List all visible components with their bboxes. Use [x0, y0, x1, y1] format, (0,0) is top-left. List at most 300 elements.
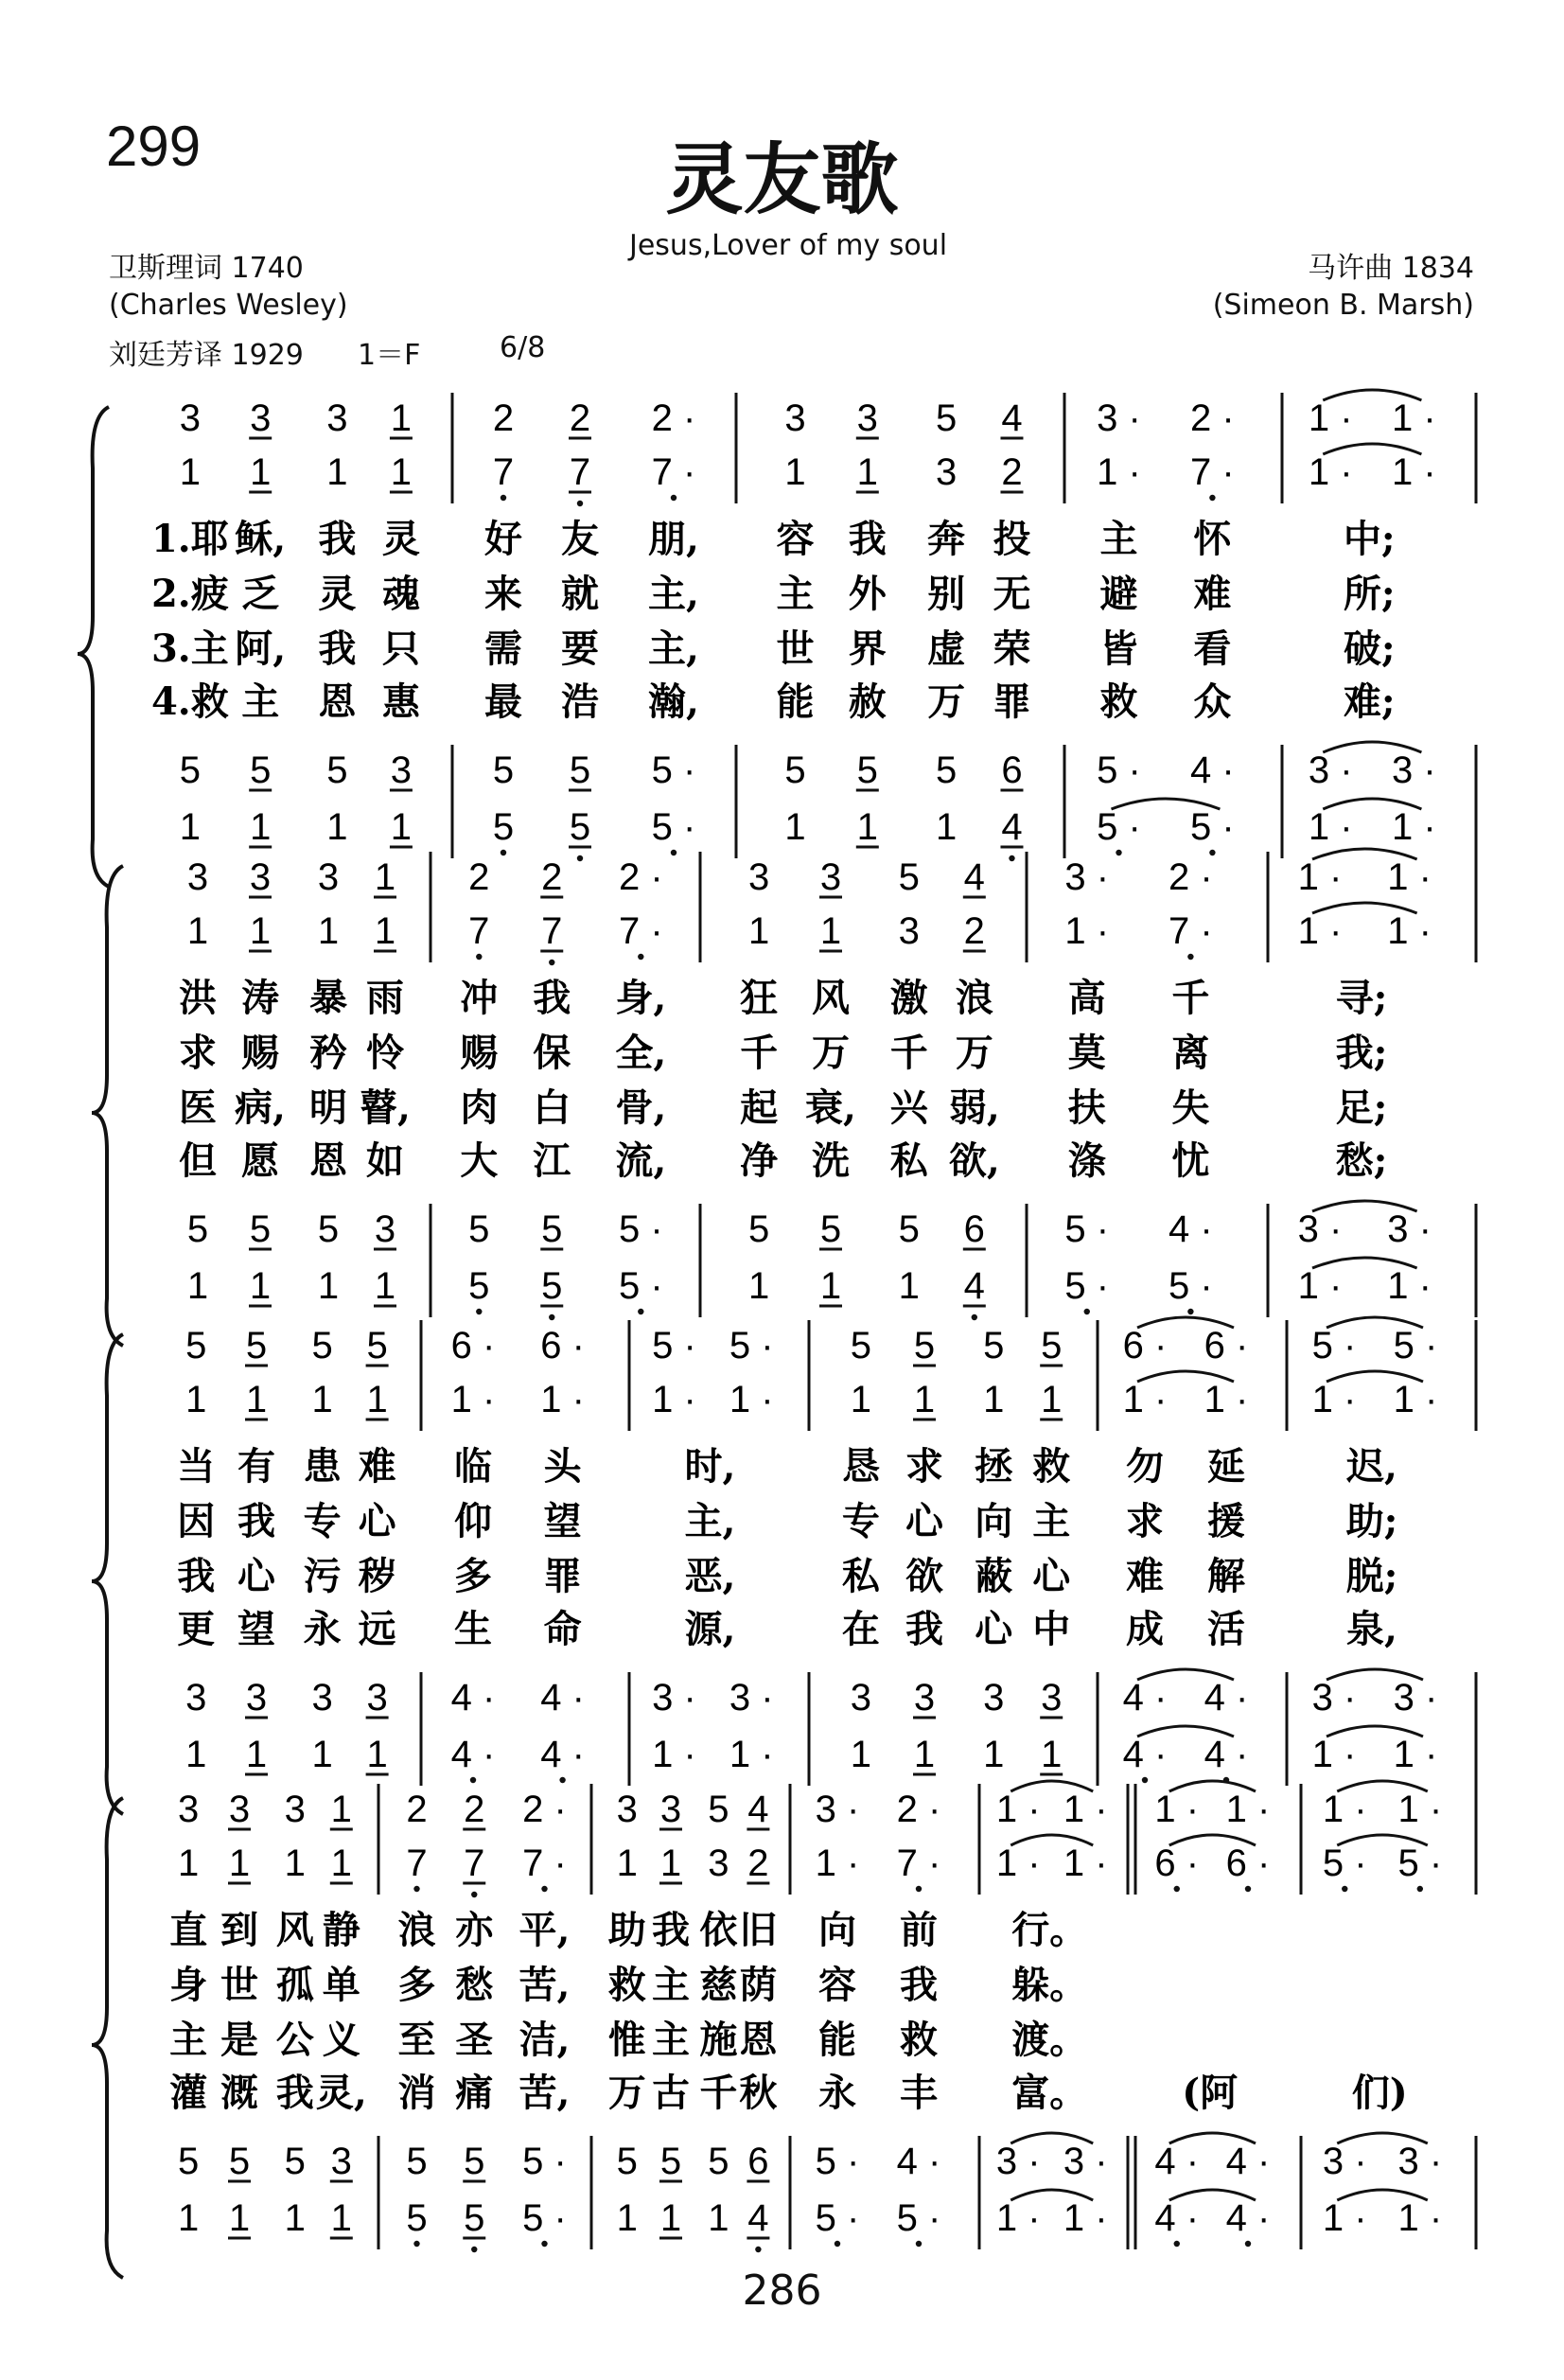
- lyric-syllable: 洪: [179, 976, 217, 1020]
- lyric-syllable: 心: [1032, 1554, 1071, 1598]
- lyric-syllable: 矜: [309, 1031, 347, 1075]
- note-s2: 1: [856, 451, 878, 493]
- low-octave-dot: [541, 2241, 547, 2247]
- lyric-syllable: 无: [993, 572, 1031, 616]
- lyric-syllable: 苦,: [518, 2071, 571, 2115]
- note-s2: 1 ·: [1311, 1379, 1357, 1420]
- lyric-syllable: 救: [1099, 679, 1138, 724]
- lyric-syllable: 古: [652, 2071, 690, 2115]
- low-octave-dot: [501, 850, 506, 855]
- note-s3: 3: [245, 1677, 268, 1719]
- lyric-syllable: 外: [848, 572, 887, 616]
- note-s2: 1: [390, 451, 413, 493]
- lyric-syllable: 寻;: [1335, 976, 1388, 1020]
- lyric-syllable: 主: [241, 679, 280, 724]
- note-s4: 5 ·: [1190, 806, 1235, 848]
- lyric-syllable: 最: [484, 679, 522, 724]
- note-s2: 7: [569, 451, 591, 493]
- note-s3: 5: [464, 2141, 485, 2182]
- lyric-syllable: 灵: [318, 572, 357, 616]
- note-s1: 1: [374, 856, 396, 898]
- note-s1: 3: [747, 856, 770, 898]
- lyric-syllable: 公: [275, 2018, 314, 2062]
- lyric-syllable: 我: [318, 517, 357, 561]
- lyric-syllable: 瞽,: [360, 1085, 411, 1130]
- lyric-syllable: 圣: [455, 2018, 494, 2062]
- lyric-syllable: 阿,: [235, 626, 287, 671]
- note-s4: 1: [616, 2197, 638, 2239]
- note-s2: 5 ·: [1397, 1842, 1443, 1884]
- low-octave-dot: [1245, 2241, 1251, 2247]
- lyric-syllable: 冲: [460, 976, 499, 1020]
- lyric-syllable: 主: [169, 2018, 208, 2062]
- lyric-syllable: 愁;: [1335, 1138, 1388, 1183]
- note-s3: 3 ·: [1392, 749, 1436, 791]
- note-s2: 6 ·: [1154, 1842, 1200, 1884]
- note-s4: 4: [1001, 806, 1023, 848]
- lyric-syllable: 专: [841, 1499, 880, 1543]
- lyric-syllable: 富。: [1011, 2071, 1088, 2115]
- low-octave-dot: [638, 954, 643, 960]
- lyric-syllable: 单: [322, 1963, 360, 2007]
- lyric-syllable: 丰: [900, 2071, 938, 2115]
- note-s2: 1 ·: [729, 1379, 774, 1420]
- lyric-syllable: 脱;: [1345, 1554, 1398, 1598]
- note-s2: 1 ·: [995, 1842, 1041, 1884]
- note-s1: 3: [659, 1789, 682, 1830]
- system-4: [92, 1781, 1476, 2278]
- note-s3: 3: [374, 1208, 396, 1250]
- note-s3: 3: [983, 1677, 1005, 1719]
- lyric-syllable: 千: [699, 2071, 738, 2115]
- lyric-syllable: 行。: [1011, 1908, 1088, 1952]
- lyric-syllable: 我: [237, 1499, 275, 1543]
- lyric-syllable: 奔: [927, 517, 966, 561]
- lyric-syllable: 白: [533, 1085, 571, 1130]
- low-octave-dot: [1187, 954, 1193, 960]
- note-s3: 5: [179, 749, 201, 791]
- lyric-syllable: 涤: [1067, 1138, 1106, 1183]
- note-s1: 2 ·: [1169, 856, 1213, 898]
- lyric-syllable: 中: [1032, 1607, 1071, 1651]
- note-s3: 3 ·: [1297, 1208, 1343, 1250]
- note-s4: 1: [390, 806, 413, 848]
- system-brace: [92, 1798, 123, 2278]
- lyric-syllable: 远: [358, 1607, 396, 1651]
- note-s3: 3: [366, 1677, 388, 1719]
- note-s2: 2: [963, 910, 985, 952]
- note-s2: 3: [708, 1842, 729, 1884]
- note-s3: 3 ·: [995, 2141, 1041, 2182]
- lyric-syllable: 患: [303, 1444, 342, 1489]
- note-s3: 5: [935, 749, 958, 791]
- note-s4: 1 ·: [1297, 1265, 1343, 1307]
- note-s4: 1 ·: [652, 1734, 696, 1775]
- note-s2: 1: [374, 910, 396, 952]
- note-s3: 5: [616, 2141, 638, 2182]
- lyric-syllable: 我: [905, 1607, 943, 1651]
- note-s2: 1: [177, 1842, 200, 1884]
- note-s3: 5: [569, 749, 591, 791]
- note-s4: 1 ·: [1387, 1265, 1432, 1307]
- lyric-syllable: 皆: [1099, 626, 1138, 671]
- note-s4: 4: [747, 2197, 769, 2239]
- lyric-syllable: 衰,: [805, 1085, 856, 1130]
- lyric-syllable: 好: [484, 517, 522, 561]
- note-s2: 1: [317, 910, 340, 952]
- lyric-syllable: 只: [381, 626, 420, 671]
- lyric-syllable: 怀: [1193, 517, 1232, 561]
- note-s1: 1: [390, 397, 413, 439]
- note-s3: 3: [185, 1677, 207, 1719]
- note-s3: 5: [406, 2141, 428, 2182]
- low-octave-dot: [1209, 850, 1215, 855]
- note-s3: 5 ·: [1097, 749, 1141, 791]
- note-s4: 1: [250, 806, 272, 848]
- note-s3: 5: [819, 1208, 842, 1250]
- lyric-syllable: 风: [275, 1908, 314, 1952]
- low-octave-dot: [1187, 1309, 1193, 1314]
- note-s1: 1 ·: [1154, 1789, 1200, 1830]
- lyric-syllable: 高: [1067, 976, 1106, 1020]
- note-s1: 5: [366, 1325, 388, 1366]
- lyric-syllable: 浪: [955, 976, 993, 1020]
- lyric-syllable: 孤: [275, 1963, 314, 2007]
- low-octave-dot: [916, 2241, 922, 2247]
- note-s1: 3: [784, 397, 806, 439]
- lyric-syllable: 主: [652, 1963, 690, 2007]
- note-s1: 6 ·: [1204, 1325, 1249, 1366]
- lyric-syllable: 看: [1193, 626, 1232, 671]
- note-s4: 1: [186, 1265, 209, 1307]
- lyric-syllable: 洁,: [518, 2018, 571, 2062]
- lyric-syllable: 求: [905, 1444, 943, 1489]
- note-s4: 1: [330, 2197, 352, 2239]
- low-octave-dot: [671, 495, 677, 501]
- note-s1: 3 ·: [815, 1789, 860, 1830]
- lyric-syllable: 千: [740, 1031, 779, 1075]
- lyric-syllable: 蔽: [975, 1554, 1013, 1598]
- lyric-syllable: 涛: [241, 976, 279, 1020]
- note-s2: 1: [366, 1379, 388, 1420]
- lyric-syllable: 至: [397, 2018, 436, 2062]
- lyric-syllable: 因: [177, 1499, 216, 1543]
- note-s4: 5 ·: [1064, 1265, 1110, 1307]
- note-s3: 5 ·: [1064, 1208, 1110, 1250]
- lyric-syllable: 难: [1126, 1554, 1164, 1598]
- note-s2: 1: [186, 910, 209, 952]
- note-s1: 5: [311, 1325, 333, 1366]
- note-s3: 3: [1041, 1677, 1063, 1719]
- note-s2: 1 ·: [1204, 1379, 1249, 1420]
- page-number: 286: [742, 2266, 822, 2315]
- note-s1: 2 ·: [522, 1789, 567, 1830]
- note-s4: 1 ·: [729, 1734, 774, 1775]
- lyric-syllable: 平,: [518, 1908, 571, 1952]
- low-octave-dot: [549, 1314, 554, 1320]
- note-s2: 7: [468, 910, 490, 952]
- lyric-syllable: 怜: [366, 1031, 404, 1075]
- system-1: [78, 390, 1476, 887]
- note-s3: 5: [541, 1208, 563, 1250]
- lyric-syllable: 我: [652, 1908, 690, 1952]
- note-s3: 5: [492, 749, 515, 791]
- lyric-syllable: 主,: [648, 572, 699, 616]
- note-s2: 1: [249, 910, 272, 952]
- note-s4: 1: [913, 1734, 936, 1775]
- note-s4: 4 ·: [1154, 2197, 1200, 2239]
- lyric-syllable: 多: [397, 1963, 436, 2007]
- low-octave-dot: [916, 1886, 922, 1892]
- lyric-syllable: 主: [1032, 1499, 1071, 1543]
- lyric-syllable: 浩: [561, 679, 599, 724]
- note-s1: 3: [249, 856, 272, 898]
- lyric-syllable: 忧: [1171, 1138, 1210, 1183]
- note-s1: 1 ·: [1225, 1789, 1271, 1830]
- note-s1: 5: [245, 1325, 268, 1366]
- note-s3: 3 ·: [1393, 1677, 1438, 1719]
- note-s4: 1: [374, 1265, 396, 1307]
- note-s4: 1: [898, 1265, 920, 1307]
- note-s4: 1 ·: [1392, 806, 1436, 848]
- note-s2: 5 ·: [1322, 1842, 1367, 1884]
- note-s3: 5: [747, 1208, 770, 1250]
- note-s2: 1: [1041, 1379, 1063, 1420]
- lyric-syllable: 3.主: [150, 626, 229, 671]
- lyric-syllable: 旧: [739, 1908, 778, 1952]
- lyric-syllable: 来: [484, 572, 522, 616]
- hymn-title: 灵友歌: [665, 134, 899, 225]
- lyric-syllable: 容: [818, 1963, 856, 2007]
- note-s3: 6: [747, 2141, 769, 2182]
- low-octave-dot: [1174, 1886, 1180, 1892]
- note-s4: 1: [819, 1265, 842, 1307]
- lyric-syllable: 我: [848, 517, 887, 561]
- lyric-syllable: 灵: [381, 517, 420, 561]
- lyric-syllable: 愿: [241, 1138, 279, 1183]
- note-s4: 1: [659, 2197, 682, 2239]
- lyric-syllable: 难;: [1343, 679, 1396, 724]
- note-s1: 3: [250, 397, 272, 439]
- note-s2: 1: [616, 1842, 638, 1884]
- lyric-syllable: 命: [543, 1607, 582, 1651]
- lyric-syllable: 4.救: [150, 679, 229, 724]
- lyric-syllable: 大: [460, 1138, 499, 1183]
- lyric-syllable: 多: [454, 1554, 492, 1598]
- lyric-syllable: 们): [1351, 2071, 1408, 2115]
- low-octave-dot: [1209, 495, 1215, 501]
- note-s3: 3 ·: [1311, 1677, 1357, 1719]
- note-s4: 5: [541, 1265, 563, 1307]
- lyric-syllable: 头: [543, 1444, 582, 1489]
- low-octave-dot: [1417, 1886, 1423, 1892]
- note-s1: 5: [708, 1789, 729, 1830]
- lyric-syllable: 恩: [739, 2018, 778, 2062]
- note-s4: 4: [963, 1265, 985, 1307]
- note-s4: 4 ·: [1204, 1734, 1249, 1775]
- lyric-syllable: 保: [533, 1031, 571, 1075]
- note-s1: 1: [330, 1789, 352, 1830]
- lyric-syllable: 能: [776, 679, 815, 724]
- lyric-syllable: 解: [1207, 1554, 1245, 1598]
- lyric-syllable: 万: [927, 679, 966, 724]
- lyricist: 卫斯理词 1740: [109, 252, 304, 285]
- lyric-syllable: 是: [220, 2018, 258, 2062]
- note-s4: 1 ·: [1322, 2197, 1367, 2239]
- lyric-syllable: 迟,: [1346, 1444, 1397, 1489]
- lyric-syllable: 众: [1193, 679, 1232, 724]
- note-s4: 1 ·: [1393, 1734, 1438, 1775]
- lyric-syllable: 成: [1126, 1607, 1164, 1651]
- note-s1: 2 ·: [896, 1789, 941, 1830]
- lyric-syllable: 泉,: [1346, 1607, 1397, 1651]
- lyric-syllable: 赐: [241, 1031, 279, 1075]
- low-octave-dot: [671, 850, 677, 855]
- lyric-syllable: (阿: [1182, 2071, 1239, 2115]
- note-s3: 5: [326, 749, 348, 791]
- lyric-syllable: 暴: [309, 976, 347, 1020]
- low-octave-dot: [559, 1777, 565, 1783]
- lyric-syllable: 在: [841, 1607, 880, 1651]
- note-s1: 6 ·: [540, 1325, 585, 1366]
- lyric-syllable: 心: [975, 1607, 1013, 1651]
- lyric-syllable: 心: [358, 1499, 396, 1543]
- lyric-syllable: 主: [776, 572, 815, 616]
- lyric-syllable: 望: [543, 1499, 582, 1543]
- lyric-syllable: 病,: [235, 1085, 286, 1130]
- note-s1: 3: [179, 397, 201, 439]
- low-octave-dot: [541, 1886, 547, 1892]
- note-s2: 1: [983, 1379, 1005, 1420]
- low-octave-dot: [471, 1892, 477, 1897]
- note-s3: 4 ·: [1122, 1677, 1168, 1719]
- lyric-syllable: 污: [303, 1554, 342, 1598]
- note-s1: 5: [850, 1325, 872, 1366]
- lyric-syllable: 风: [812, 976, 850, 1020]
- note-s2: 1: [819, 910, 842, 952]
- note-s3: 4 ·: [1225, 2141, 1271, 2182]
- note-s2: 1 ·: [1392, 451, 1436, 493]
- lyric-syllable: 稣,: [235, 517, 287, 561]
- note-s4: 4 ·: [450, 1734, 496, 1775]
- low-octave-dot: [470, 1777, 476, 1783]
- note-s2: 7 ·: [522, 1842, 567, 1884]
- note-s1: 3: [228, 1789, 251, 1830]
- note-s4: 5: [468, 1265, 490, 1307]
- lyric-syllable: 身: [169, 1963, 208, 2007]
- lyric-syllable: 欲: [905, 1554, 943, 1598]
- note-s2: 3: [935, 451, 958, 493]
- lyric-syllable: 狂: [740, 976, 779, 1020]
- lyric-syllable: 世: [220, 1963, 258, 2007]
- lyric-syllable: 更: [177, 1607, 216, 1651]
- lyric-syllable: 慈: [699, 1963, 738, 2007]
- note-s3: 5: [177, 2141, 200, 2182]
- lyric-syllable: 激: [889, 976, 928, 1020]
- note-s4: 1: [284, 2197, 306, 2239]
- note-s2: 1 ·: [1387, 910, 1432, 952]
- lyric-syllable: 世: [776, 626, 815, 671]
- note-s2: 7 ·: [651, 451, 696, 493]
- note-s4: 4 ·: [540, 1734, 585, 1775]
- lyric-syllable: 恳: [841, 1444, 880, 1489]
- note-s2: 1: [784, 451, 806, 493]
- note-s3: 4 ·: [896, 2141, 941, 2182]
- note-s4: 1: [366, 1734, 388, 1775]
- lyric-syllable: 惟: [607, 2018, 646, 2062]
- low-octave-dot: [1174, 2241, 1180, 2247]
- low-octave-dot: [835, 2241, 840, 2247]
- note-s3: 3 ·: [1397, 2141, 1443, 2182]
- lyric-syllable: 直: [169, 1908, 208, 1952]
- note-s4: 4 ·: [1122, 1734, 1168, 1775]
- lyric-syllable: 全,: [615, 1031, 667, 1075]
- note-s1: 3: [317, 856, 340, 898]
- note-s3: 3 ·: [1387, 1208, 1432, 1250]
- note-s1: 5: [1041, 1325, 1063, 1366]
- system-brace: [92, 866, 123, 1346]
- note-s2: 1: [228, 1842, 251, 1884]
- lyric-syllable: 离: [1171, 1031, 1210, 1075]
- note-s1: 2: [406, 1789, 428, 1830]
- note-s2: 1: [250, 451, 272, 493]
- lyric-syllable: 荫: [739, 1963, 778, 2007]
- lyric-syllable: 失: [1171, 1085, 1210, 1130]
- note-s3: 3: [850, 1677, 872, 1719]
- lyric-syllable: 时,: [684, 1444, 736, 1489]
- low-octave-dot: [1009, 855, 1014, 861]
- lyric-syllable: 2.疲: [150, 572, 229, 616]
- note-s4: 1: [228, 2197, 251, 2239]
- lyric-syllable: 求: [179, 1031, 217, 1075]
- note-s4: 5 ·: [651, 806, 696, 848]
- lyric-syllable: 我: [533, 976, 571, 1020]
- lyric-syllable: 秽: [358, 1554, 396, 1598]
- lyric-syllable: 心: [237, 1554, 275, 1598]
- lyric-syllable: 灵,: [315, 2071, 367, 2115]
- note-s1: 2 ·: [1190, 397, 1235, 439]
- lyric-syllable: 消: [397, 2071, 436, 2115]
- low-octave-dot: [577, 501, 583, 506]
- lyric-syllable: 别: [927, 572, 966, 616]
- lyric-syllable: 救: [607, 1963, 646, 2007]
- note-s4: 5: [464, 2197, 485, 2239]
- note-s4: 1: [850, 1734, 872, 1775]
- lyric-syllable: 肉: [460, 1085, 499, 1130]
- note-s3: 5: [784, 749, 806, 791]
- lyric-syllable: 扶: [1067, 1085, 1106, 1130]
- note-s3: 5 ·: [522, 2141, 567, 2182]
- note-s2: 1: [179, 451, 201, 493]
- lyric-syllable: 私: [841, 1554, 880, 1598]
- lyric-syllable: 溉: [220, 2071, 258, 2115]
- note-s1: 3: [186, 856, 209, 898]
- system-2: [92, 849, 1476, 1346]
- lyric-syllable: 生: [454, 1607, 492, 1651]
- lyric-syllable: 欲,: [948, 1138, 1000, 1183]
- lyric-syllable: 能: [818, 2018, 856, 2062]
- lyric-syllable: 破;: [1343, 626, 1396, 671]
- lyric-syllable: 依: [699, 1908, 738, 1952]
- lyric-syllable: 赦: [848, 679, 887, 724]
- note-s2: 2: [1001, 451, 1023, 493]
- note-s2: 1 ·: [450, 1379, 496, 1420]
- note-s1: 3: [284, 1789, 306, 1830]
- note-s4: 1: [983, 1734, 1005, 1775]
- lyric-syllable: 起: [740, 1085, 779, 1130]
- note-s1: 1 ·: [1387, 856, 1432, 898]
- lyric-syllable: 仰: [454, 1499, 492, 1543]
